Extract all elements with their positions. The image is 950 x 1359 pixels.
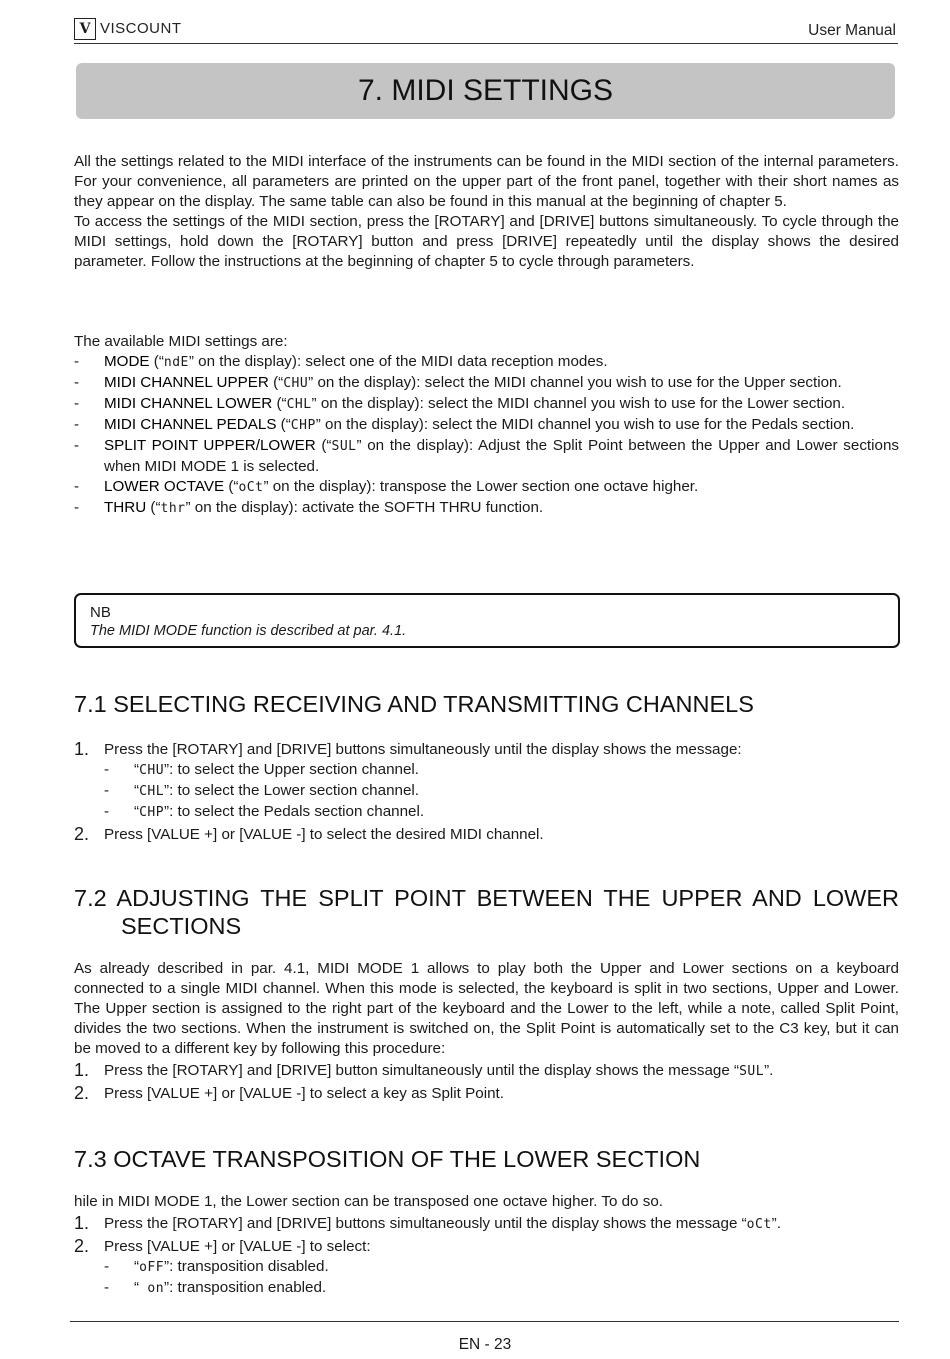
setting-name: SPLIT POINT UPPER/LOWER	[104, 437, 316, 454]
list-item: - SPLIT POINT UPPER/LOWER (“SUL” on the display): Adjust the Split Point between the Upper and Lower sections when MIDI MODE 1 is selected.	[74, 437, 899, 475]
list-item: 1. Press the [ROTARY] and [DRIVE] buttons simultaneously until the display shows the message “oCt”.	[74, 1213, 781, 1233]
display-code: oCt	[746, 1217, 772, 1232]
list-item: 1. Press the [ROTARY] and [DRIVE] buttons simultaneously until the display shows the message:	[74, 739, 742, 759]
list-item: 1. Press the [ROTARY] and [DRIVE] button simultaneously until the display shows the message “SUL”.	[74, 1060, 774, 1080]
section-7-3-body	[74, 1192, 899, 1299]
display-code: CHU	[283, 376, 309, 391]
list-item: - LOWER OCTAVE (“oCt” on the display): transpose the Lower section one octave higher.	[74, 478, 699, 495]
note-box	[74, 593, 900, 648]
list-item: - “oFF”: transposition disabled.	[104, 1258, 329, 1275]
setting-name: MODE	[104, 353, 150, 370]
settings-list	[74, 332, 899, 519]
section-heading-7-2-continued: SECTIONS	[121, 913, 242, 939]
display-code: SUL	[739, 1064, 765, 1079]
list-item: - “ on”: transposition enabled.	[104, 1279, 327, 1296]
display-code: CHU	[139, 763, 165, 778]
list-item: - THRU (“thr” on the display): activate the SOFTH THRU function.	[74, 499, 544, 516]
list-item: - MODE (“ndE” on the display): select one of the MIDI data reception modes.	[74, 353, 608, 370]
display-code: CHP	[290, 418, 316, 433]
brand-name: VISCOUNT	[100, 20, 182, 37]
display-code: oFF	[139, 1260, 165, 1275]
section-heading-7-3: 7.3 OCTAVE TRANSPOSITION OF THE LOWER SECTION	[74, 1146, 701, 1172]
display-code: oCt	[238, 480, 264, 495]
list-item: 2. Press [VALUE +] or [VALUE -] to select:	[74, 1236, 371, 1256]
intro-paragraph-1: All the settings related to the MIDI interface of the instruments can be found in the MIDI section of the internal parameters. For your convenience, all parameters are printed on the upper part of the front panel, together with their short names as they appear on the display. The same table can also be found in this manual at the beginning of chapter 5.	[74, 153, 899, 210]
list-item: - “CHP”: to select the Pedals section channel.	[104, 803, 425, 820]
viscount-logo	[74, 18, 182, 40]
page-header	[74, 16, 898, 44]
setting-name: THRU	[104, 499, 147, 516]
settings-list-intro: The available MIDI settings are:	[74, 333, 288, 350]
section-7-1-steps	[74, 740, 899, 845]
display-code: on	[139, 1281, 165, 1296]
list-item: 2. Press [VALUE +] or [VALUE -] to select a key as Split Point.	[74, 1083, 504, 1103]
display-code: thr	[160, 501, 186, 516]
list-item: - MIDI CHANNEL PEDALS (“CHP” on the display): select the MIDI channel you wish to use for the Pedals section.	[74, 416, 855, 433]
intro-paragraph-2: To access the settings of the MIDI section, press the [ROTARY] and [DRIVE] buttons simultaneously. To cycle through the MIDI settings, hold down the [ROTARY] button and press [DRIVE] repeatedly until the display shows the desired parameter. Follow the instructions at the beginning of chapter 5 to cycle through parameters.	[74, 213, 899, 270]
list-item: - “CHL”: to select the Lower section channel.	[104, 782, 420, 799]
list-item: - MIDI CHANNEL UPPER (“CHU” on the display): select the MIDI channel you wish to use for the Upper section.	[74, 374, 842, 391]
setting-name: MIDI CHANNEL UPPER	[104, 374, 269, 391]
section-7-2-paragraph: As already described in par. 4.1, MIDI MODE 1 allows to play both the Upper and Lower sections on a keyboard connected to a single MIDI channel. When this mode is selected, the keyboard is split in two sections, Upper and Lower. The Upper section is assigned to the right part of the keyboard and the Lower to the left, while a note, called Split Point, divides the two sections. When the instrument is switched on, the Split Point is automatically set to the C3 key, but it can be moved to a different key by following this procedure:	[74, 960, 899, 1057]
note-text: The MIDI MODE function is described at par. 4.1.	[90, 623, 407, 639]
display-code: ndE	[163, 355, 189, 370]
chapter-title: 7. MIDI SETTINGS	[76, 63, 895, 119]
setting-name: MIDI CHANNEL PEDALS	[104, 416, 277, 433]
display-code: CHP	[139, 805, 165, 820]
intro-section	[74, 152, 899, 272]
list-item: 2. Press [VALUE +] or [VALUE -] to select the desired MIDI channel.	[74, 824, 544, 844]
setting-name: MIDI CHANNEL LOWER	[104, 395, 273, 412]
list-item: - “CHU”: to select the Upper section channel.	[104, 761, 420, 778]
page-number: EN - 23	[458, 1336, 512, 1353]
section-7-3-paragraph: hile in MIDI MODE 1, the Lower section can be transposed one octave higher. To do so.	[74, 1193, 663, 1210]
section-heading-7-1: 7.1 SELECTING RECEIVING AND TRANSMITTING CHANNELS	[74, 691, 754, 717]
display-code: CHL	[139, 784, 165, 799]
footer-divider	[70, 1321, 899, 1322]
note-title: NB	[90, 604, 111, 621]
display-code: CHL	[286, 397, 312, 412]
section-heading-7-2: 7.2 ADJUSTING THE SPLIT POINT BETWEEN THE UPPER AND LOWER	[74, 885, 899, 911]
setting-name: LOWER OCTAVE	[104, 478, 225, 495]
list-item: - MIDI CHANNEL LOWER (“CHL” on the display): select the MIDI channel you wish to use for the Lower section.	[74, 395, 846, 412]
section-7-2-body	[74, 959, 899, 1104]
display-code: SUL	[331, 439, 357, 454]
logo-mark: V	[74, 18, 96, 40]
header-document-title: User Manual	[808, 22, 896, 39]
